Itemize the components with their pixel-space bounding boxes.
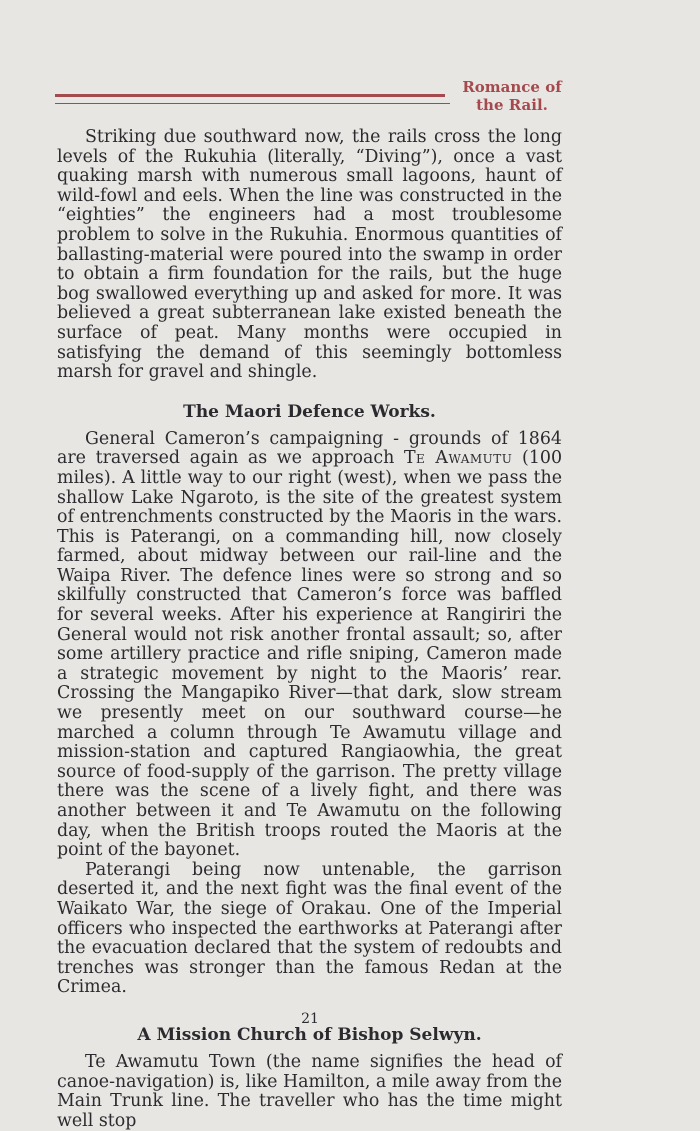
paragraph-cameron (57, 430, 562, 861)
running-head-line1: Romance of (462, 78, 562, 96)
paragraph-cameron-start: General Cameron’s campaigning - grounds of 1864 are traversed again as we approach (57, 428, 562, 469)
paragraph-cameron-rest: (100 miles). A little way to our right (west), when we pass the shallow Lake Ngaroto, is the site of the greatest system of entrenchments constructed by the Maoris in the wars. This is Paterangi, on a commanding hill, now closely farmed, about midway between our rail-line and the Waipa River. The defence lines were so strong and so skilfully constructed that Cameron’s force was baffled for several weeks. After his experience at Rangiriri the General would not risk another frontal assault; so, after some artillery practice and rifle sniping, Cameron made a strategic movement by night to the Maoris’ rear. Crossing the Mangapiko River—that dark, slow stream we presently meet on our southward course—he marched a column through Te Awamutu village and mission-station and captured Rangiaowhia, the great source of food-supply of the garrison. The pretty village there was the scene of a lively fight, and there was another between it and Te Awamutu on the following day, when the British troops routed the Maoris at the point of the bayonet. (57, 448, 563, 861)
paragraph-paterangi: Paterangi being now untenable, the garrison deserted it, and the next fight was the final event of the Waikato War, the siege of Orakau. One of the Imperial officers who inspected the earthworks at Paterangi after the evacuation declared that the system of redoubts and trenches was stronger than the famous Redan at the Crimea. (57, 859, 562, 998)
heading-maori-defence: The Maori Defence Works. (183, 401, 436, 422)
page-body (57, 128, 562, 1131)
paragraph-rukuhia: Striking due southward now, the rails cross the long levels of the Rukuhia (literally, “Diving”), once a vast quaking marsh with numerous small lagoons, haunt of wild-fowl and eels. When the line was constructed in the “eighties” the engineers had a most troublesome problem to solve in the Rukuhia. Enormous quantities of ballasting-material were poured into the swamp in order to obtain a firm foundation for the rails, but the huge bog swallowed everything up and asked for more. It was believed a great subterranean lake existed beneath the surface of peat. Many months were occupied in satisfying the demand of this seemingly bottomless marsh for gravel and shingle. (57, 127, 562, 383)
header-rule-thin (55, 103, 450, 104)
running-head (452, 78, 572, 114)
paragraph-te-awamutu-town: Te Awamutu Town (the name signifies the head of canoe-navigation) is, like Hamilton, a mile away from the Main Trunk line. The traveller who has the time might well stop (57, 1051, 562, 1131)
running-head-line2: the Rail. (476, 96, 548, 114)
page-header (0, 0, 700, 120)
header-rule (55, 94, 445, 97)
place-te-awamutu: Te Awamutu (403, 448, 513, 469)
page-number: 21 (301, 1011, 319, 1027)
heading-mission-church: A Mission Church of Bishop Selwyn. (137, 1024, 482, 1045)
